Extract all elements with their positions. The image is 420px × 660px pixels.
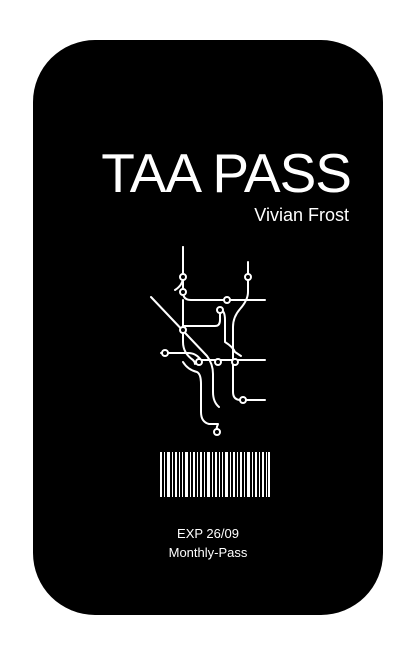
holder-name: Vivian Frost: [254, 205, 349, 225]
expiry-date: EXP 26/09: [177, 526, 239, 541]
transit-pass-card: [33, 40, 383, 615]
transit-map-icon: [143, 242, 268, 437]
pass-title: TAA PASS: [101, 142, 351, 204]
barcode-icon: [160, 452, 270, 497]
pass-type: Monthly-Pass: [168, 545, 248, 560]
